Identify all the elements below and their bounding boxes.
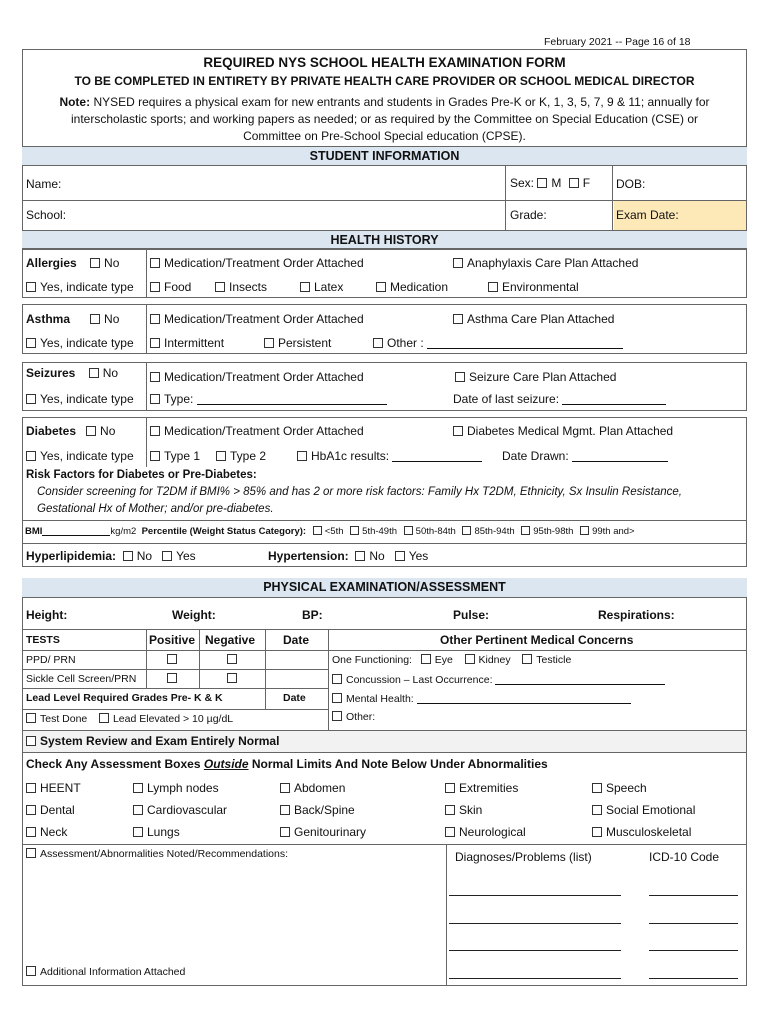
seizures-yes[interactable]: Yes, indicate type	[26, 392, 134, 406]
seizures-yes-checkbox[interactable]	[26, 394, 36, 404]
pulse-field[interactable]: Pulse:	[453, 608, 490, 622]
checkbox-icon[interactable]	[150, 314, 160, 324]
bmi-95-98-checkbox[interactable]	[521, 526, 530, 535]
checkbox-icon[interactable]	[26, 827, 36, 837]
checkbox-icon[interactable]	[150, 338, 160, 348]
checkbox-icon[interactable]	[133, 783, 143, 793]
bmi-50-84-checkbox[interactable]	[404, 526, 413, 535]
hypertension-field: Hypertension: No Yes	[268, 549, 429, 563]
asthma-med-order[interactable]: Medication/Treatment Order Attached	[150, 312, 364, 326]
allergies-no-checkbox[interactable]	[90, 258, 100, 268]
eye-checkbox[interactable]	[421, 654, 431, 664]
allergy-latex[interactable]: Latex	[300, 280, 343, 294]
exam-date-label: Exam Date:	[616, 208, 679, 222]
other-concerns-header: Other Pertinent Medical Concerns	[440, 633, 634, 647]
icd-line-1[interactable]	[649, 895, 738, 896]
seizures-type[interactable]: Type:	[150, 392, 387, 406]
diagnoses-header: Diagnoses/Problems (list)	[455, 850, 592, 864]
asthma-no-checkbox[interactable]	[90, 314, 100, 324]
seizures-last-date[interactable]: Date of last seizure:	[453, 392, 666, 406]
lead-date-label: Date	[283, 692, 306, 704]
diagnosis-line-2[interactable]	[449, 923, 621, 924]
checkbox-icon[interactable]	[297, 451, 307, 461]
asthma-plan[interactable]: Asthma Care Plan Attached	[453, 312, 614, 326]
hyperlipidemia-yes-checkbox[interactable]	[162, 551, 172, 561]
diabetes-plan[interactable]: Diabetes Medical Mgmt. Plan Attached	[453, 424, 673, 438]
additional-info-checkbox[interactable]	[26, 966, 36, 976]
checkbox-icon[interactable]	[445, 783, 455, 793]
lead-label: Lead Level Required Grades Pre- K & K	[26, 692, 223, 704]
hba1c-field[interactable]: HbA1c results:	[297, 449, 482, 463]
checkbox-icon[interactable]	[376, 282, 386, 292]
allergies-label: Allergies No	[26, 256, 120, 270]
seizures-no-checkbox[interactable]	[89, 368, 99, 378]
allergy-medication[interactable]: Medication	[376, 280, 448, 294]
seizures-med-order[interactable]: Medication/Treatment Order Attached	[150, 370, 364, 384]
assessment-item[interactable]: Extremities	[445, 781, 518, 795]
asthma-persistent[interactable]: Persistent	[264, 336, 331, 350]
test-done[interactable]: Test Done Lead Elevated > 10 µg/dL	[26, 713, 233, 725]
sex-f-checkbox[interactable]	[569, 178, 579, 188]
seizures-label: Seizures No	[26, 366, 119, 380]
bp-field[interactable]: BP:	[302, 608, 323, 622]
assessment-item[interactable]: HEENT	[26, 781, 81, 795]
checkbox-icon[interactable]	[280, 805, 290, 815]
additional-info[interactable]: Additional Information Attached	[26, 966, 185, 978]
ppd-positive-checkbox[interactable]	[167, 654, 177, 664]
seizures-plan[interactable]: Seizure Care Plan Attached	[455, 370, 616, 384]
icd-line-3[interactable]	[649, 950, 738, 951]
diagnosis-line-1[interactable]	[449, 895, 621, 896]
allergies-yes[interactable]: Yes, indicate type	[26, 280, 134, 294]
checkbox-icon[interactable]	[592, 805, 602, 815]
note-line-1: Note: NYSED requires a physical exam for new entrants and students in Grades Pre-K or K, 1, 3, 5, 7, 9 & 11; annually for	[59, 95, 710, 109]
checkbox-icon[interactable]	[300, 282, 310, 292]
assessment-item[interactable]: Dental	[26, 803, 75, 817]
checkbox-icon[interactable]	[150, 372, 160, 382]
health-history-heading: HEALTH HISTORY	[22, 230, 747, 249]
hypertension-no-checkbox[interactable]	[355, 551, 365, 561]
hyperlipidemia-no-checkbox[interactable]	[123, 551, 133, 561]
testicle-checkbox[interactable]	[522, 654, 532, 664]
diabetes-type2[interactable]: Type 2	[216, 449, 266, 463]
icd-header: ICD-10 Code	[649, 850, 720, 864]
allergies-yes-checkbox[interactable]	[26, 282, 36, 292]
allergy-environmental[interactable]: Environmental	[488, 280, 579, 294]
concussion-checkbox[interactable]	[332, 674, 342, 684]
concussion-field[interactable]: Concussion – Last Occurrence:	[332, 673, 665, 686]
sickle-positive-checkbox[interactable]	[167, 673, 177, 683]
checkbox-icon[interactable]	[26, 805, 36, 815]
bmi-5-49-checkbox[interactable]	[350, 526, 359, 535]
note-line-3: Committee on Pre-School Special education (CPSE).	[243, 129, 526, 143]
other-field[interactable]: Other:	[332, 711, 375, 723]
exam-heading: PHYSICAL EXAMINATION/ASSESSMENT	[22, 578, 747, 598]
assessment-item[interactable]: Cardiovascular	[133, 803, 227, 817]
assessment-checkbox[interactable]	[26, 848, 36, 858]
checkbox-icon[interactable]	[133, 827, 143, 837]
checkbox-icon[interactable]	[26, 783, 36, 793]
sickle-label: Sickle Cell Screen/PRN	[26, 673, 137, 685]
weight-field[interactable]: Weight:	[172, 608, 216, 622]
assessment-item[interactable]: Neck	[26, 825, 67, 839]
mental-health-checkbox[interactable]	[332, 693, 342, 703]
assessment-item[interactable]: Musculoskeletal	[592, 825, 691, 839]
note-line-2: interscholastic sports; and working papers as needed; or as required by the Committee on Special Education (CSE) or	[71, 112, 698, 126]
allergies-plan[interactable]: Anaphylaxis Care Plan Attached	[453, 256, 638, 270]
sex-m-checkbox[interactable]	[537, 178, 547, 188]
risk-line-1: Consider screening for T2DM if BMI% > 85% and has 2 or more risk factors: Family Hx T2DM, Ethnicity, Sx Insulin Resistance,	[37, 486, 682, 498]
bmi-99-checkbox[interactable]	[580, 526, 589, 535]
assessment-item[interactable]: Lymph nodes	[133, 781, 219, 795]
checkbox-icon[interactable]	[150, 451, 160, 461]
sickle-negative-checkbox[interactable]	[227, 673, 237, 683]
assessment-item[interactable]: Genitourinary	[280, 825, 366, 839]
checkbox-icon[interactable]	[592, 827, 602, 837]
ppd-label: PPD/ PRN	[26, 654, 76, 666]
diabetes-yes[interactable]: Yes, indicate type	[26, 449, 134, 463]
grade-field[interactable]: Grade:	[510, 208, 547, 222]
asthma-yes-checkbox[interactable]	[26, 338, 36, 348]
assessment-item[interactable]: Abdomen	[280, 781, 345, 795]
respirations-field[interactable]: Respirations:	[598, 608, 675, 622]
diabetes-yes-checkbox[interactable]	[26, 451, 36, 461]
page-info: February 2021 -- Page 16 of 18	[544, 36, 691, 48]
mental-health-field[interactable]: Mental Health:	[332, 692, 631, 705]
system-review[interactable]: System Review and Exam Entirely Normal	[26, 734, 279, 748]
diagnosis-line-4[interactable]	[449, 978, 621, 979]
icd-line-2[interactable]	[649, 923, 738, 924]
kidney-checkbox[interactable]	[465, 654, 475, 664]
diabetes-med-order[interactable]: Medication/Treatment Order Attached	[150, 424, 364, 438]
name-field[interactable]: Name:	[26, 177, 62, 191]
diagnosis-line-3[interactable]	[449, 950, 621, 951]
checkbox-icon[interactable]	[453, 258, 463, 268]
lead-elevated-checkbox[interactable]	[99, 713, 109, 723]
date-col-header: Date	[283, 633, 310, 647]
test-done-checkbox[interactable]	[26, 713, 36, 723]
checkbox-icon[interactable]	[455, 372, 465, 382]
system-review-checkbox[interactable]	[26, 736, 36, 746]
checkbox-icon[interactable]	[215, 282, 225, 292]
other-checkbox[interactable]	[332, 711, 342, 721]
risk-title: Risk Factors for Diabetes or Pre-Diabetes:	[26, 469, 257, 481]
assessment-notes[interactable]: Assessment/Abnormalities Noted/Recommendations:	[26, 848, 288, 860]
form-subtitle: TO BE COMPLETED IN ENTIRETY BY PRIVATE HEALTH CARE PROVIDER OR SCHOOL MEDICAL DIRECTOR	[74, 74, 695, 88]
assessment-item[interactable]: Neurological	[445, 825, 526, 839]
asthma-intermittent[interactable]: Intermittent	[150, 336, 224, 350]
tests-col-header: TESTS	[26, 634, 60, 646]
assessment-item[interactable]: Back/Spine	[280, 803, 355, 817]
checkbox-icon[interactable]	[373, 338, 383, 348]
assessment-item[interactable]: Lungs	[133, 825, 180, 839]
hyperlipidemia-field: Hyperlipidemia: No Yes	[26, 549, 196, 563]
date-drawn-field[interactable]: Date Drawn:	[502, 449, 668, 463]
asthma-label: Asthma No	[26, 312, 120, 326]
height-field[interactable]: Height:	[26, 608, 68, 622]
checkbox-icon[interactable]	[150, 426, 160, 436]
checkbox-icon[interactable]	[453, 314, 463, 324]
hypertension-yes-checkbox[interactable]	[395, 551, 405, 561]
asthma-other[interactable]: Other :	[373, 336, 623, 350]
checkbox-icon[interactable]	[216, 451, 226, 461]
assessment-item[interactable]: Skin	[445, 803, 482, 817]
allergy-food[interactable]: Food	[150, 280, 191, 294]
negative-col-header: Negative	[205, 633, 256, 647]
checkbox-icon[interactable]	[264, 338, 274, 348]
form-title: REQUIRED NYS SCHOOL HEALTH EXAMINATION FORM	[203, 55, 566, 70]
check-instructions: Check Any Assessment Boxes Outside Normal Limits And Note Below Under Abnormalities	[26, 757, 548, 771]
checkbox-icon[interactable]	[280, 827, 290, 837]
ppd-negative-checkbox[interactable]	[227, 654, 237, 664]
checkbox-icon[interactable]	[592, 783, 602, 793]
diabetes-no-checkbox[interactable]	[86, 426, 96, 436]
checkbox-icon[interactable]	[453, 426, 463, 436]
checkbox-icon[interactable]	[445, 827, 455, 837]
checkbox-icon[interactable]	[150, 394, 160, 404]
checkbox-icon[interactable]	[150, 282, 160, 292]
assessment-item[interactable]: Social Emotional	[592, 803, 695, 817]
asthma-yes[interactable]: Yes, indicate type	[26, 336, 134, 350]
checkbox-icon[interactable]	[150, 258, 160, 268]
diabetes-label: Diabetes No	[26, 424, 116, 438]
school-field[interactable]: School:	[26, 208, 67, 222]
dob-field[interactable]: DOB:	[616, 177, 646, 191]
allergies-med-order[interactable]: Medication/Treatment Order Attached	[150, 256, 364, 270]
student-info-heading: STUDENT INFORMATION	[22, 146, 747, 166]
checkbox-icon[interactable]	[280, 783, 290, 793]
risk-line-2: Gestational Hx of Mother; and/or pre-diabetes.	[37, 503, 274, 515]
sex-field: Sex: M F	[510, 176, 591, 190]
checkbox-icon[interactable]	[445, 805, 455, 815]
positive-col-header: Positive	[149, 633, 196, 647]
checkbox-icon[interactable]	[133, 805, 143, 815]
bmi-85-94-checkbox[interactable]	[462, 526, 471, 535]
bmi-lt5-checkbox[interactable]	[313, 526, 322, 535]
diabetes-type1[interactable]: Type 1	[150, 449, 200, 463]
bmi-field[interactable]: BMI kg/m2 Percentile (Weight Status Category): <5th 5th-49th 50th-84th 85th-94th 95th-98th 99th and>	[25, 526, 635, 537]
assessment-item[interactable]: Speech	[592, 781, 647, 795]
checkbox-icon[interactable]	[488, 282, 498, 292]
icd-line-4[interactable]	[649, 978, 738, 979]
one-functioning: One Functioning: Eye Kidney Testicle	[332, 654, 572, 666]
allergy-insects[interactable]: Insects	[215, 280, 267, 294]
